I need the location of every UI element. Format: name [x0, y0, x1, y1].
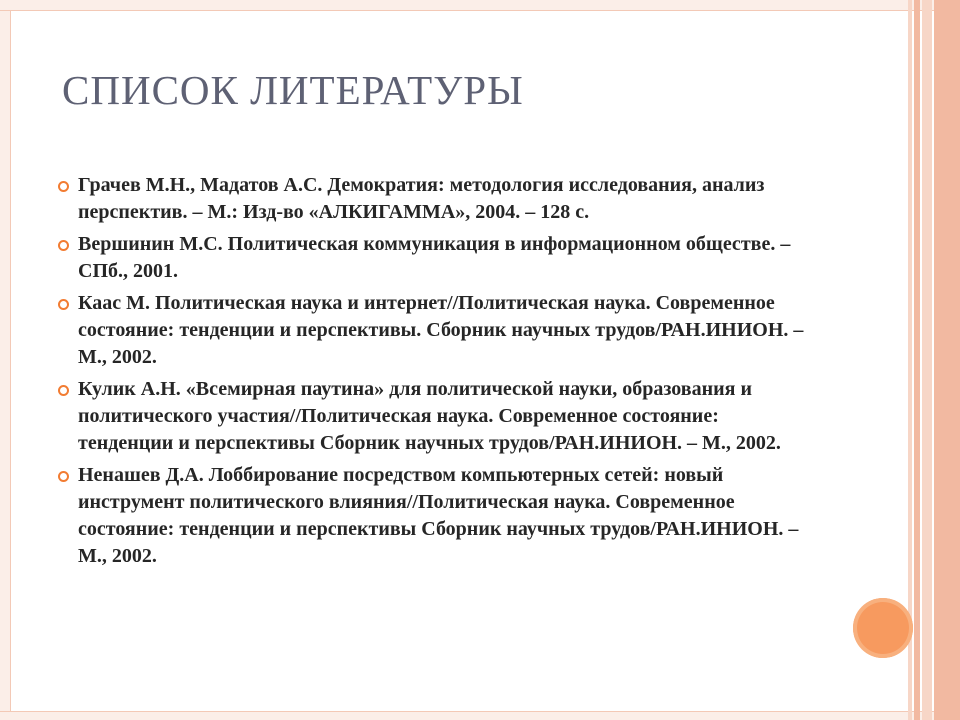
decorative-stripe: [922, 0, 932, 720]
reference-text: Кулик А.Н. «Всемирная паутина» для политической науки, образования и политического участия//Политическая наука. Современное состояние: тенденции и перспективы Сборник научных трудов/РАН.ИНИОН. – М., 2002.: [78, 378, 781, 454]
reference-item: [58, 376, 818, 457]
reference-item: [58, 231, 818, 285]
reference-list: [58, 172, 818, 575]
slide-frame-top: [0, 0, 960, 11]
reference-text: Ненашев Д.А. Лоббирование посредством компьютерных сетей: новый инструмент политического влияния//Политическая наука. Современное состояние: тенденции и перспективы Сборник научных трудов/РАН.ИНИОН. – М., 2002.: [78, 464, 799, 567]
bullet-circle-icon: [58, 181, 69, 192]
reference-item: [58, 462, 818, 570]
bullet-circle-icon: [58, 299, 69, 310]
bullet-circle-icon: [58, 385, 69, 396]
reference-text: Вершинин М.С. Политическая коммуникация в информационном обществе. – СПб., 2001.: [78, 233, 791, 282]
slide-title: СПИСОК ЛИТЕРАТУРЫ: [62, 67, 524, 113]
decorative-stripe: [914, 0, 920, 720]
bullet-circle-icon: [58, 471, 69, 482]
reference-text: Каас М. Политическая наука и интернет//Политическая наука. Современное состояние: тенденции и перспективы. Сборник научных трудов/РАН.ИНИОН. – М., 2002.: [78, 292, 804, 368]
reference-item: [58, 172, 818, 226]
decorative-circle-icon: [853, 598, 913, 658]
bullet-circle-icon: [58, 240, 69, 251]
slide-frame-left: [0, 0, 11, 720]
reference-text: Грачев М.Н., Мадатов А.С. Демократия: методология исследования, анализ перспектив. – М.: Изд-во «АЛКИГАММА», 2004. – 128 с.: [78, 174, 765, 223]
reference-item: [58, 290, 818, 371]
slide-frame-bottom: [0, 711, 960, 720]
decorative-stripe: [934, 0, 960, 720]
